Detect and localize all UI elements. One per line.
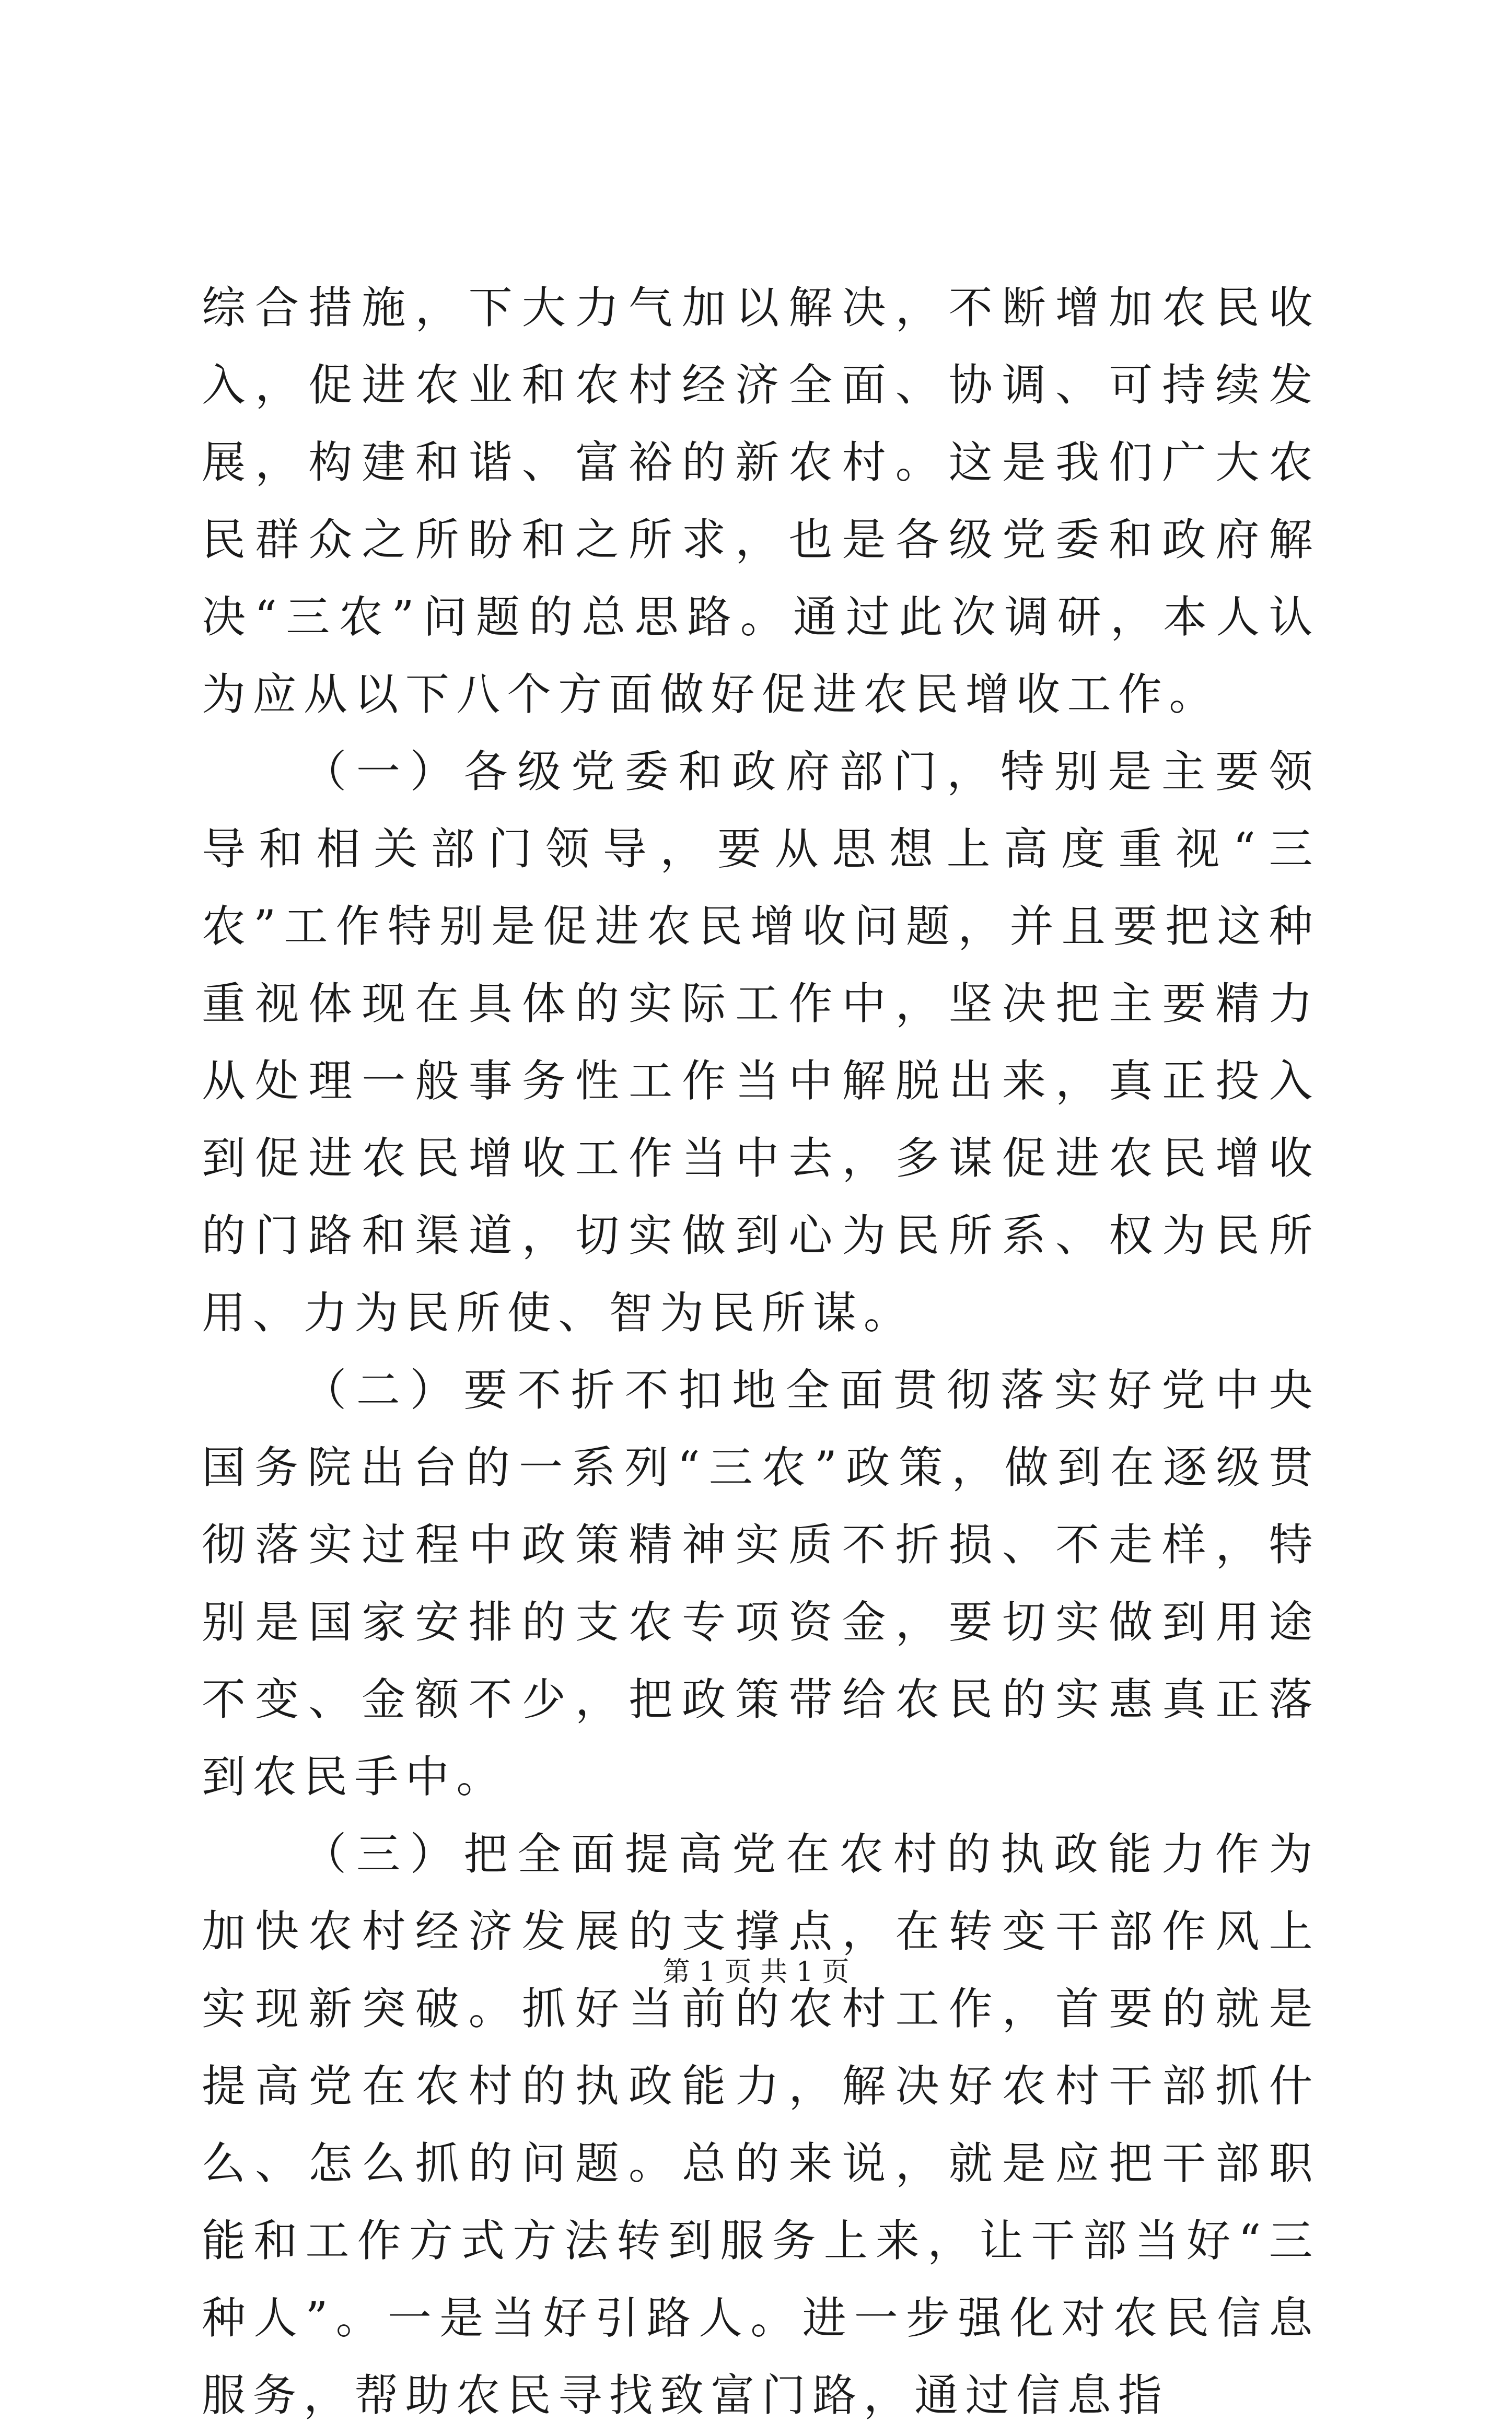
- page-footer: 第 1 页 共 1 页: [662, 1956, 850, 1988]
- paragraph-point-1: （一）各级党委和政府部门，特别是主要领导和相关部门领导，要从思想上高度重视“三农”工作特别是促进农民增收问题，并且要把这种重视体现在具体的实际工作中，坚决把主要精力从处理一般事务性工作当中解脱出来，真正投入到促进农民增收工作当中去，多谋促进农民增收的门路和渠道，切实做到心为民所系、权为民所用、力为民所使、智为民所谋。: [202, 746, 1320, 1338]
- paragraph-point-3: （三）把全面提高党在农村的执政能力作为加快农村经济发展的支撑点，在转变干部作风上实现新突破。抓好当前的农村工作，首要的就是提高党在农村的执政能力，解决好农村干部抓什么、怎么抓的问题。总的来说，就是应把干部职能和工作方式方法转到服务上来，让干部当好“三种人”。一是当好引路人。进一步强化对农民信息服务，帮助农民寻找致富门路，通过信息指: [202, 1829, 1320, 2421]
- paragraph-intro: 综合措施，下大力气加以解决，不断增加农民收入，促进农业和农村经济全面、协调、可持续发展，构建和谐、富裕的新农村。这是我们广大农民群众之所盼和之所求，也是各级党委和政府解决“三农”问题的总思路。通过此次调研，本人认为应从以下八个方面做好促进农民增收工作。: [202, 282, 1320, 720]
- document-body: [202, 269, 1320, 2434]
- paragraph-point-2: （二）要不折不扣地全面贯彻落实好党中央国务院出台的一系列“三农”政策，做到在逐级贯彻落实过程中政策精神实质不折损、不走样，特别是国家安排的支农专项资金，要切实做到用途不变、金额不少，把政策带给农民的实惠真正落到农民手中。: [202, 1365, 1320, 1802]
